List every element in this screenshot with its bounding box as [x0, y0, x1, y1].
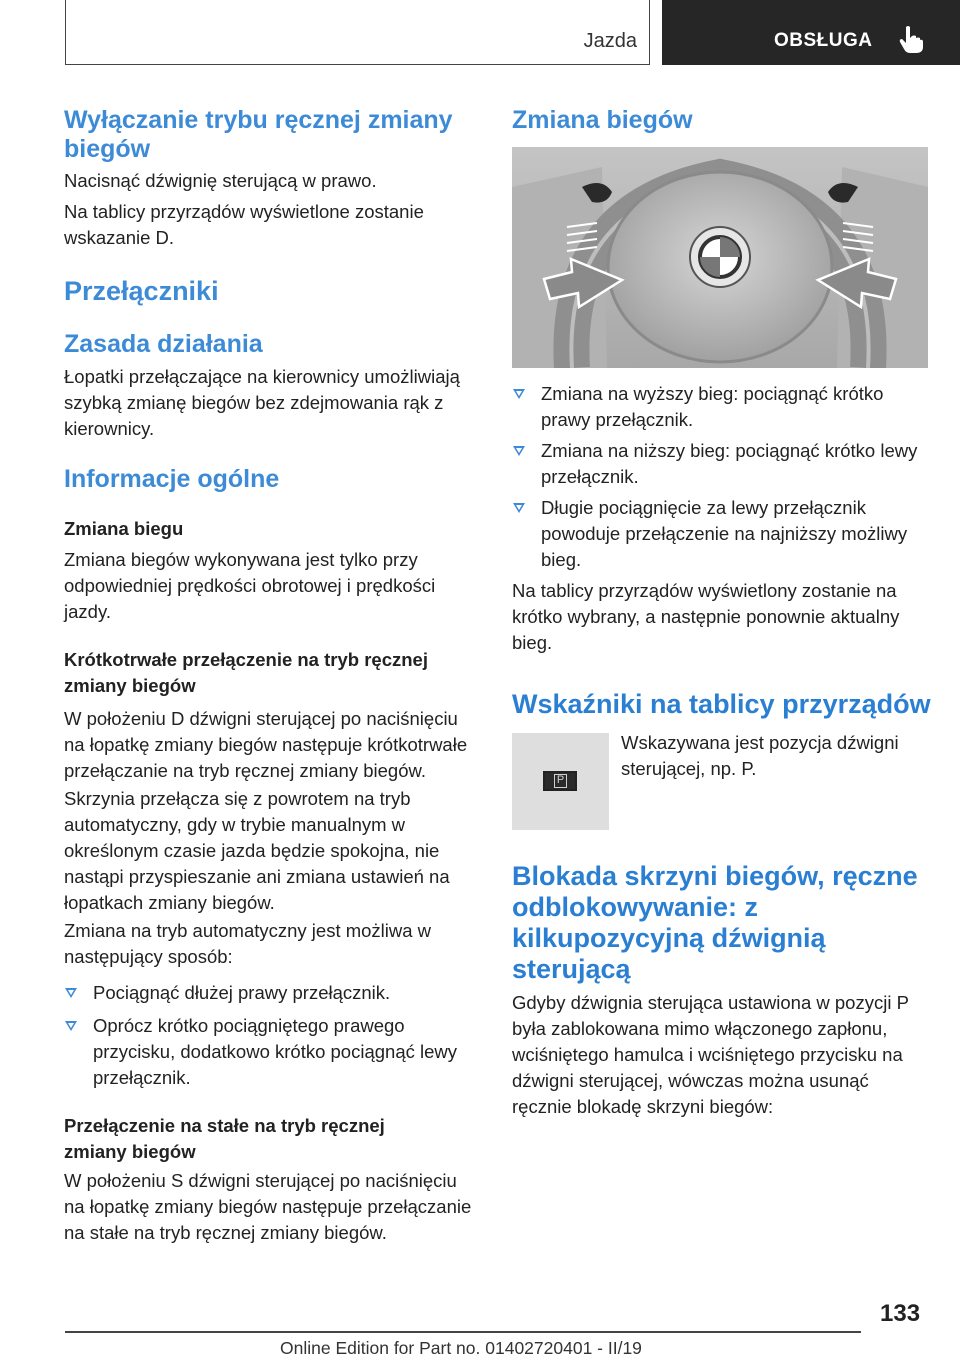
- paragraph-principle: Łopatki przełączające na kierownicy umożliwiają szybką zmianę biegów bez zdejmowania rąk z kierownicy.: [64, 366, 460, 439]
- paragraph-transmission-lock: Gdyby dźwignia sterująca ustawiona w pozycji P była zablokowana mimo włączonego zapłonu, wciśniętego hamulca i wciśniętego przycisku na dźwigni sterującej, wówczas można usunąć ręcznie blokadę skrzyni biegów:: [512, 992, 909, 1117]
- heading-switches: Przełączniki: [64, 276, 219, 306]
- header-section-title: Jazda: [583, 30, 637, 52]
- heading-manual-off: Wyłączanie trybu ręcznej zmiany biegów: [64, 106, 453, 163]
- list-item: Zmiana na niższy bieg: pociągnąć krótko lewy przełącznik.: [541, 440, 918, 487]
- paragraph-permanent-manual: W położeniu S dźwigni sterującej po naciśnięciu na łopatkę zmiany biegów następuje przełączanie na stałe na tryb ręcznej zmiany biegów.: [64, 1170, 472, 1243]
- gear-indicator-image: [512, 733, 609, 830]
- subheading-short-manual: Krótkotrwałe przełączenie na tryb ręcznej zmiany biegów: [64, 649, 428, 696]
- subheading-permanent-manual: Przełączenie na stałe na tryb ręcznej zmiany biegów: [64, 1115, 385, 1162]
- bullet-triangle-icon: [513, 446, 525, 456]
- paragraph-manual-off-1: Nacisnąć dźwignię sterującą w prawo.: [64, 170, 377, 191]
- paragraph-short-manual-1: W położeniu D dźwigni sterującej po naciśnięciu na łopatkę zmiany biegów następuje krótkotrwałe przełączanie na tryb ręcznej zmiany biegów.: [64, 708, 468, 781]
- bullet-triangle-icon: [513, 503, 525, 513]
- page-number: 133: [880, 1300, 921, 1327]
- list-item: Pociągnąć dłużej prawy przełącznik.: [93, 982, 391, 1003]
- heading-principle: Zasada działania: [64, 330, 263, 358]
- paragraph-short-manual-3: Zmiana na tryb automatyczny jest możliwa w następujący sposób:: [64, 920, 432, 967]
- gear-indicator-display: [543, 771, 577, 791]
- gear-indicator-letter: P: [554, 774, 567, 788]
- paragraph-short-manual-2: Skrzynia przełącza się z powrotem na tryb automatyczny, gdy w trybie manualnym w określonym czasie jazda będzie spokojna, nie nastąpi przyspieszanie ani zmiana ustawień na łopatkach zmiany biegów.: [64, 788, 450, 913]
- bullet-triangle-icon: [65, 1021, 77, 1031]
- paragraph-manual-off-2: Na tablicy przyrządów wyświetlone zostanie wskazanie D.: [64, 201, 424, 248]
- hand-pointer-icon: [898, 24, 924, 54]
- list-item: Długie pociągnięcie za lewy przełącznik powoduje przełączenie na najniższy możliwy bieg.: [541, 497, 908, 570]
- bullet-triangle-icon: [513, 389, 525, 399]
- header-section-box: [65, 0, 650, 65]
- subheading-gear-change: Zmiana biegu: [64, 518, 184, 539]
- footer-edition: Online Edition for Part no. 01402720401 - II/19: [280, 1338, 642, 1358]
- header-tab[interactable]: [662, 0, 960, 65]
- heading-transmission-lock: Blokada skrzyni biegów, ręczne odblokowywanie: z kilkupozycyjną dźwignią sterującą: [512, 861, 918, 984]
- header-tab-label: OBSŁUGA: [774, 30, 873, 51]
- paragraph-gear-change: Zmiana biegów wykonywana jest tylko przy odpowiedniej prędkości obrotowej i prędkości jazdy.: [64, 549, 436, 622]
- paragraph-display: Na tablicy przyrządów wyświetlony zostanie na krótko wybrany, a następnie ponownie aktualny bieg.: [512, 580, 900, 653]
- list-item: Zmiana na wyższy bieg: pociągnąć krótko prawy przełącznik.: [541, 383, 884, 430]
- footer-divider: [65, 1331, 861, 1333]
- paragraph-indicators: Wskazywana jest pozycja dźwigni sterującej, np. P.: [621, 732, 899, 779]
- bullet-triangle-icon: [65, 988, 77, 998]
- heading-gear-shifting: Zmiana biegów: [512, 106, 693, 134]
- steering-wheel-paddles-image: [512, 147, 928, 368]
- heading-indicators: Wskaźniki na tablicy przyrządów: [512, 689, 931, 719]
- list-item: Oprócz krótko pociągniętego prawego przycisku, dodatkowo krótko pociągnąć lewy przełącznik.: [93, 1015, 458, 1088]
- heading-general: Informacje ogólne: [64, 465, 280, 493]
